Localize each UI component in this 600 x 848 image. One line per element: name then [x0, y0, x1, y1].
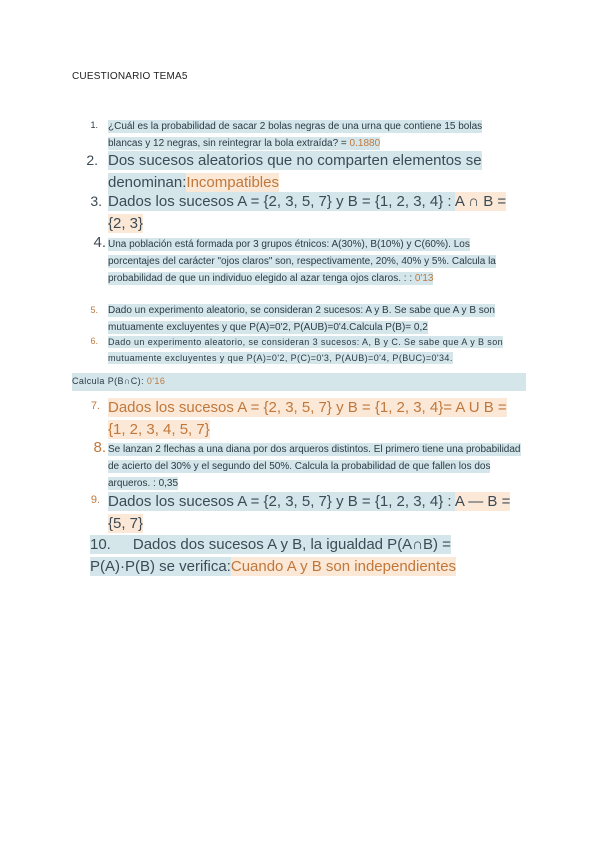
- question-text: [108, 302, 524, 336]
- question-answer: Cuando A y B son independientes: [230, 557, 457, 575]
- question-text: [108, 335, 524, 366]
- question-number: 6.: [90, 336, 98, 346]
- question-answer: Incompatibles: [186, 173, 279, 191]
- question-number: 1.: [90, 120, 98, 130]
- question-answer: A — B = {5, 7}: [108, 493, 511, 532]
- question-answer: 0'13: [414, 273, 434, 284]
- question-body: Se lanzan 2 flechas a una diana por dos arqueros distintos. El primero tiene una probabilidad de acierto del 30% y el segundo del 50%. Calcula la probabilidad de que fallen los dos arqueros. : 0,35: [108, 444, 521, 489]
- question-text: [108, 191, 524, 234]
- question-answer: A ∩ B = {2, 3}: [108, 193, 507, 232]
- question-body: Una población está formada por 3 grupos étnicos: A(30%), B(10%) y C(60%). Los porcentajes del carácter "ojos claros" son, respectivamente, 20%, 40% y 5%. Calcula la probabilidad de que un individuo elegido al azar tenga ojos claros. : :: [108, 239, 496, 284]
- question-body: Dado un experimento aleatorio, se consideran 2 sucesos: A y B. Se sabe que A y B son mutuamente excluyentes y que P(A)=0'2, P(AUB)=0'4.Calcula P(B)= 0,2: [108, 305, 495, 333]
- question-text: [90, 534, 520, 577]
- question-number: 3.: [90, 193, 102, 209]
- question-text: [108, 491, 524, 534]
- question-number: 7.: [90, 400, 100, 412]
- question-body: ¿Cuál es la probabilidad de sacar 2 bolas negras de una urna que contiene 15 bolas blancas y 12 negras, sin reintegrar la bola extraída? =: [108, 121, 483, 149]
- question-body: Dados los sucesos A = {2, 3, 5, 7} y B = {1, 2, 3, 4} :: [108, 193, 455, 210]
- question-number: 8.: [93, 439, 106, 456]
- document-title: CUESTIONARIO TEMA5: [72, 71, 188, 82]
- question-answer: 0'16: [146, 376, 166, 386]
- question-body: Dados los sucesos A = {2, 3, 5, 7} y B = {1, 2, 3, 4} :: [108, 493, 455, 510]
- question-answer: A U B = {1, 2, 3, 4, 5, 7}: [108, 399, 507, 438]
- question-number: 10.: [90, 536, 111, 553]
- question-body: Dos sucesos aleatorios que no comparten elementos se denominan:: [108, 152, 482, 191]
- question-number: 4.: [93, 234, 106, 251]
- question-body: Dado un experimento aleatorio, se consideran 3 sucesos: A, B y C. Se sabe que A y B son mutuamente excluyentes y que P(A)=0'2, P(C)=0'3, P(AUB)=0'4, P(BUC)=0'34.: [108, 337, 504, 363]
- question-text: [108, 150, 518, 193]
- question-body: Dados los sucesos A = {2, 3, 5, 7} y B = {1, 2, 3, 4}=: [108, 399, 456, 416]
- question-number: 9.: [90, 494, 100, 506]
- question-body: Dados dos sucesos A y B, la igualdad P(A∩B) = P(A)·P(B) se verifica:: [90, 536, 451, 575]
- question-answer: 0.1880: [349, 138, 381, 149]
- question-text: [108, 118, 508, 152]
- question-text: [108, 236, 524, 287]
- question-number: 2.: [86, 152, 98, 168]
- question-text: [72, 373, 526, 391]
- question-text: [108, 397, 524, 440]
- question-body: Calcula P(B∩C):: [72, 376, 147, 386]
- question-text: [108, 441, 524, 492]
- question-number: 5.: [90, 305, 98, 315]
